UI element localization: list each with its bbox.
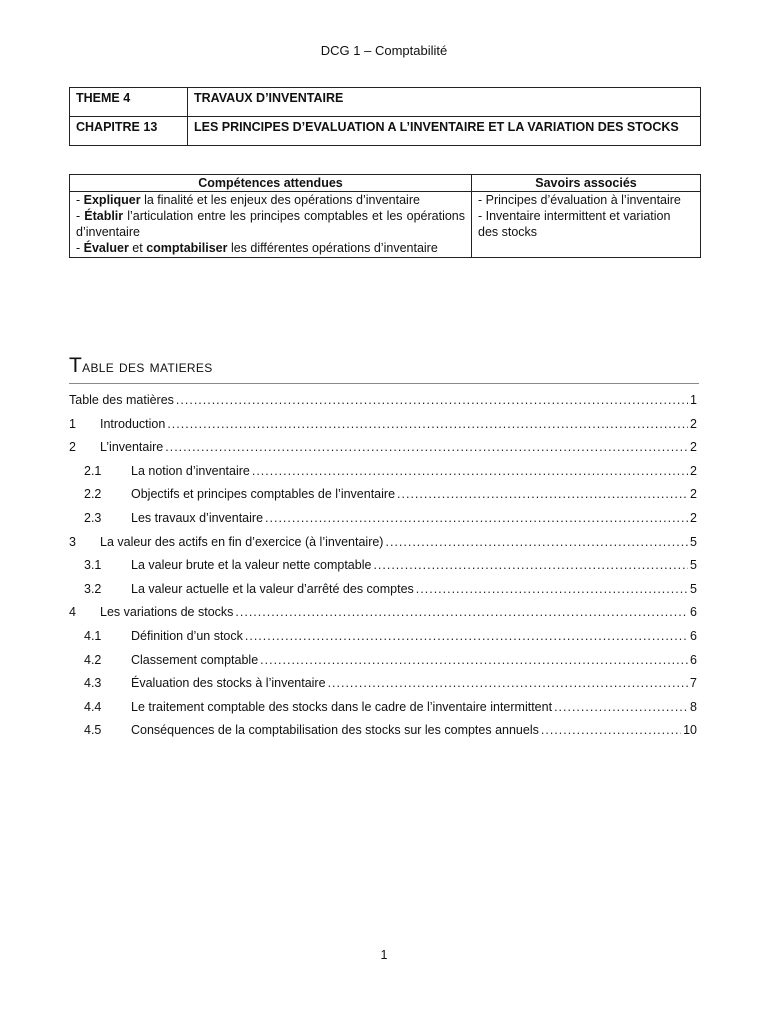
toc-entry[interactable] xyxy=(84,487,697,503)
toc-leader-dots xyxy=(328,676,688,690)
competence-item: - Expliquer la finalité et les enjeux des opérations d’inventaire xyxy=(76,193,420,207)
toc-entry-title: Introduction xyxy=(100,416,166,431)
competence-item: - Établir l’articulation entre les principes comptables et les opérations d’inventaire xyxy=(76,209,465,239)
toc-entry-page: 8 xyxy=(690,699,697,714)
toc-entry-number: 2 xyxy=(69,440,76,455)
toc-entry-number: 4.3 xyxy=(84,676,102,691)
toc-entry[interactable] xyxy=(69,605,697,621)
toc-entry[interactable] xyxy=(84,653,697,669)
toc-leader-dots xyxy=(385,535,688,549)
toc-entry[interactable] xyxy=(84,511,697,527)
toc-leader-dots xyxy=(265,511,688,525)
toc-leader-dots xyxy=(373,558,688,572)
toc-entry-title: Classement comptable xyxy=(131,652,259,667)
savoir-item: - Inventaire intermittent et variation des stocks xyxy=(478,209,671,239)
toc-entry-page: 6 xyxy=(690,629,697,643)
toc-leader-dots xyxy=(260,653,688,667)
competences-header-row xyxy=(70,175,701,192)
theme-label: THEME 4 xyxy=(70,88,188,117)
toc-entry-title: Objectifs et principes comptables de l’inventaire xyxy=(131,487,396,502)
competences-table xyxy=(69,174,701,258)
toc-leader-dots xyxy=(245,629,688,643)
chapter-value: LES PRINCIPES D’EVALUATION A L’INVENTAIRE ET LA VARIATION DES STOCKS xyxy=(188,117,701,146)
toc-entry-page: 5 xyxy=(690,534,697,549)
toc-entry[interactable] xyxy=(84,723,697,739)
toc-leader-dots xyxy=(235,605,688,619)
toc-entry-title: Table des matières xyxy=(69,393,174,407)
toc-entry-title: Les variations de stocks xyxy=(100,605,234,620)
toc-entry-page: 5 xyxy=(690,558,697,573)
toc-entry[interactable] xyxy=(69,393,697,409)
competences-body-row xyxy=(70,192,701,258)
competence-item: - Évaluer et comptabiliser les différentes opérations d’inventaire xyxy=(76,241,438,255)
toc-entry-number: 4.5 xyxy=(84,723,102,738)
toc-entry-number: 2.1 xyxy=(84,463,102,478)
toc-leader-dots xyxy=(252,464,688,478)
toc-entry-title: Évaluation des stocks à l’inventaire xyxy=(131,676,326,691)
running-header: DCG 1 – Comptabilité xyxy=(320,43,448,58)
toc-entry-number: 4.1 xyxy=(84,629,102,643)
toc-entry-page: 10 xyxy=(683,723,697,738)
toc-entry[interactable] xyxy=(84,676,697,692)
toc-entry[interactable] xyxy=(69,440,697,456)
toc-entry[interactable] xyxy=(69,535,697,551)
toc-entry-title: Conséquences de la comptabilisation des stocks sur les comptes annuels xyxy=(131,723,539,738)
competences-cell xyxy=(70,192,472,258)
savoirs-cell xyxy=(472,192,701,258)
toc-entry[interactable] xyxy=(84,464,697,480)
toc-leader-dots xyxy=(165,440,688,454)
toc-entry-title: Les travaux d’inventaire xyxy=(131,511,264,525)
toc-entry-number: 2.2 xyxy=(84,487,102,502)
toc-entry-number: 3 xyxy=(69,534,76,549)
toc-leader-dots xyxy=(397,487,688,501)
toc-entry-page: 2 xyxy=(690,463,697,478)
theme-table xyxy=(69,87,701,146)
toc-entry-page: 2 xyxy=(690,511,697,525)
toc-entry-page: 2 xyxy=(690,487,697,502)
toc-entry-number: 3.1 xyxy=(84,558,102,573)
page-number: 1 xyxy=(380,948,388,962)
toc-entry-number: 3.2 xyxy=(84,581,102,596)
savoir-item: - Principes d’évaluation à l’inventaire xyxy=(478,193,681,207)
savoirs-header: Savoirs associés xyxy=(472,175,701,192)
toc-leader-dots xyxy=(167,417,688,431)
toc-entry-page: 2 xyxy=(690,440,697,455)
toc-entry-number: 4.2 xyxy=(84,652,102,667)
toc-entry-page: 1 xyxy=(690,393,697,407)
toc-leader-dots xyxy=(554,700,688,714)
toc-entry-title: Définition d’un stock xyxy=(131,629,243,643)
toc-entry-title: Le traitement comptable des stocks dans le cadre de l’inventaire intermittent xyxy=(131,699,553,714)
toc-entry-page: 2 xyxy=(690,416,697,431)
theme-value: TRAVAUX D’INVENTAIRE xyxy=(188,88,701,117)
toc-entry[interactable] xyxy=(84,558,697,574)
toc-entry-page: 6 xyxy=(690,652,697,667)
toc-entry[interactable] xyxy=(84,582,697,598)
toc-entry-title: La valeur brute et la valeur nette comptable xyxy=(131,558,372,573)
toc-entry-page: 6 xyxy=(690,605,697,620)
toc-entry[interactable] xyxy=(84,700,697,716)
toc-entry-title: La notion d’inventaire xyxy=(131,463,250,478)
toc-entry-page: 5 xyxy=(690,581,697,596)
chapter-label: CHAPITRE 13 xyxy=(70,117,188,146)
toc-entry-number: 2.3 xyxy=(84,511,102,525)
toc-entry-title: La valeur des actifs en fin d’exercice (à l’inventaire) xyxy=(100,534,384,549)
toc-entry[interactable] xyxy=(69,417,697,433)
toc-leader-dots xyxy=(176,393,688,407)
theme-row xyxy=(70,88,701,117)
toc-leader-dots xyxy=(541,723,681,737)
toc-leader-dots xyxy=(416,582,688,596)
toc-entry-number: 4 xyxy=(69,605,76,620)
toc-entry-number: 1 xyxy=(69,416,76,431)
chapter-row xyxy=(70,117,701,146)
toc-entry-title: L’inventaire xyxy=(100,440,164,455)
toc-entry-number: 4.4 xyxy=(84,699,102,714)
toc-entry[interactable] xyxy=(84,629,697,645)
competences-header: Compétences attendues xyxy=(70,175,472,192)
toc-heading: Table des matieres xyxy=(69,354,699,384)
toc-entry-page: 7 xyxy=(690,676,697,691)
toc-entry-title: La valeur actuelle et la valeur d’arrêté des comptes xyxy=(131,581,414,596)
